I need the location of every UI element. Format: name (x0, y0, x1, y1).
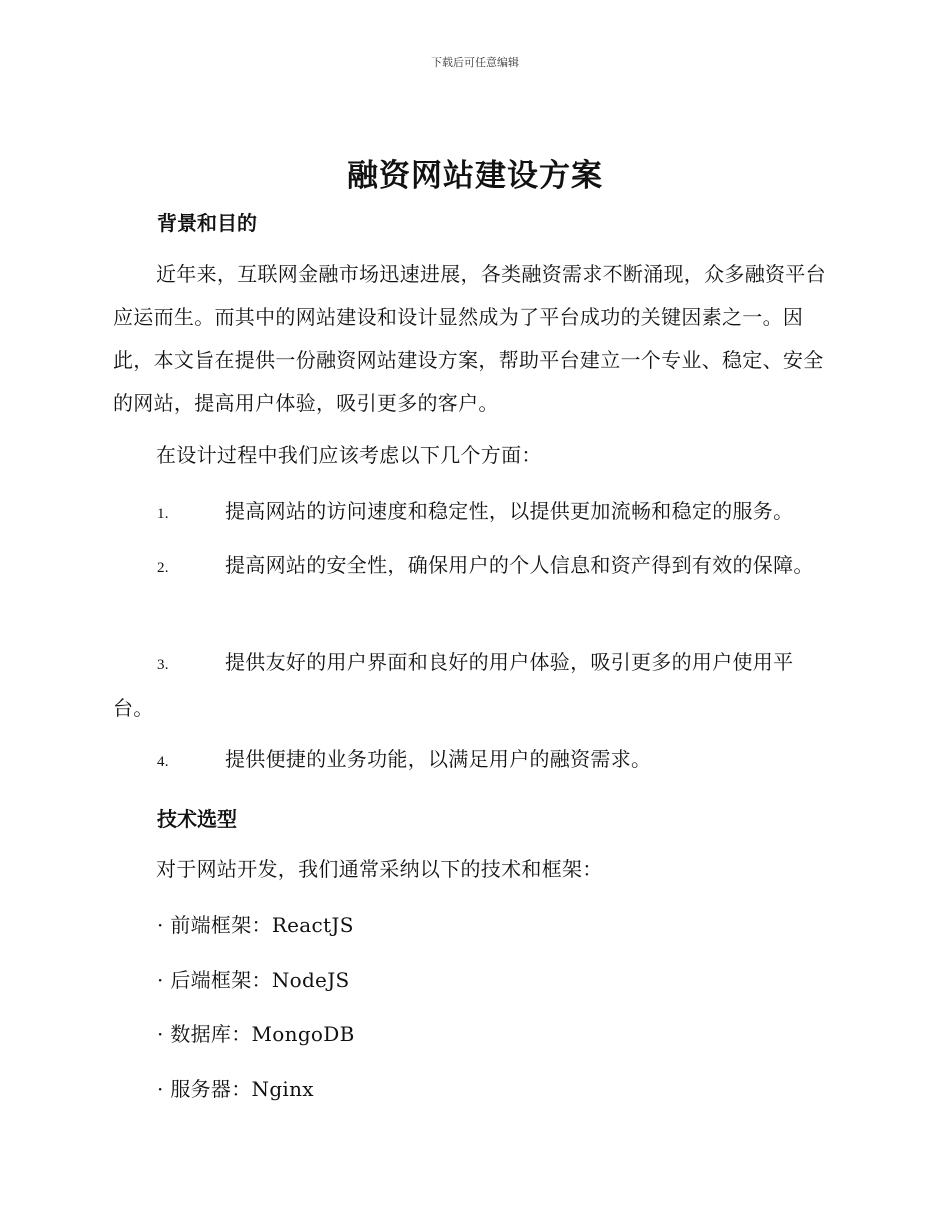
header-note: 下载后可任意编辑 (431, 56, 519, 69)
list-item (113, 544, 833, 590)
section-heading-background: 背景和目的 (157, 211, 257, 235)
list-item-text: 提供友好的用户界面和良好的用户体验，吸引更多的用户使用平台。 (113, 650, 794, 720)
bullet-item-backend: · 后端框架：NodeJS (157, 968, 350, 992)
list-item-number: 1. (157, 506, 169, 522)
list-item (113, 490, 833, 536)
paragraph-tech-intro: 对于网站开发，我们通常采纳以下的技术和框架： (156, 857, 603, 881)
list-item-number: 4. (157, 754, 169, 770)
paragraph-considerations-intro: 在设计过程中我们应该考虑以下几个方面： (156, 443, 542, 467)
bullet-item-frontend: · 前端框架：ReactJS (157, 913, 354, 937)
list-item-text: 提供便捷的业务功能，以满足用户的融资需求。 (225, 747, 652, 771)
list-item-text: 提高网站的安全性，确保用户的个人信息和资产得到有效的保障。 (225, 553, 814, 577)
list-item (113, 738, 833, 784)
bullet-item-database: · 数据库：MongoDB (157, 1022, 355, 1046)
list-item-number: 2. (157, 560, 169, 576)
list-item-text: 提高网站的访问速度和稳定性，以提供更加流畅和稳定的服务。 (225, 499, 794, 523)
list-item-number: 3. (157, 657, 169, 673)
section-heading-tech: 技术选型 (157, 807, 237, 831)
list-item (113, 641, 833, 730)
bullet-item-server: · 服务器：Nginx (157, 1077, 314, 1101)
paragraph-background: 近年来，互联网金融市场迅速进展，各类融资需求不断涌现，众多融资平台应运而生。而其中的网站建设和设计显然成为了平台成功的关键因素之一。因此，本文旨在提供一份融资网站建设方案，帮助平台建立一个专业、稳定、安全的网站，提高用户体验，吸引更多的客户。 (113, 262, 826, 415)
document-title: 融资网站建设方案 (347, 158, 603, 194)
